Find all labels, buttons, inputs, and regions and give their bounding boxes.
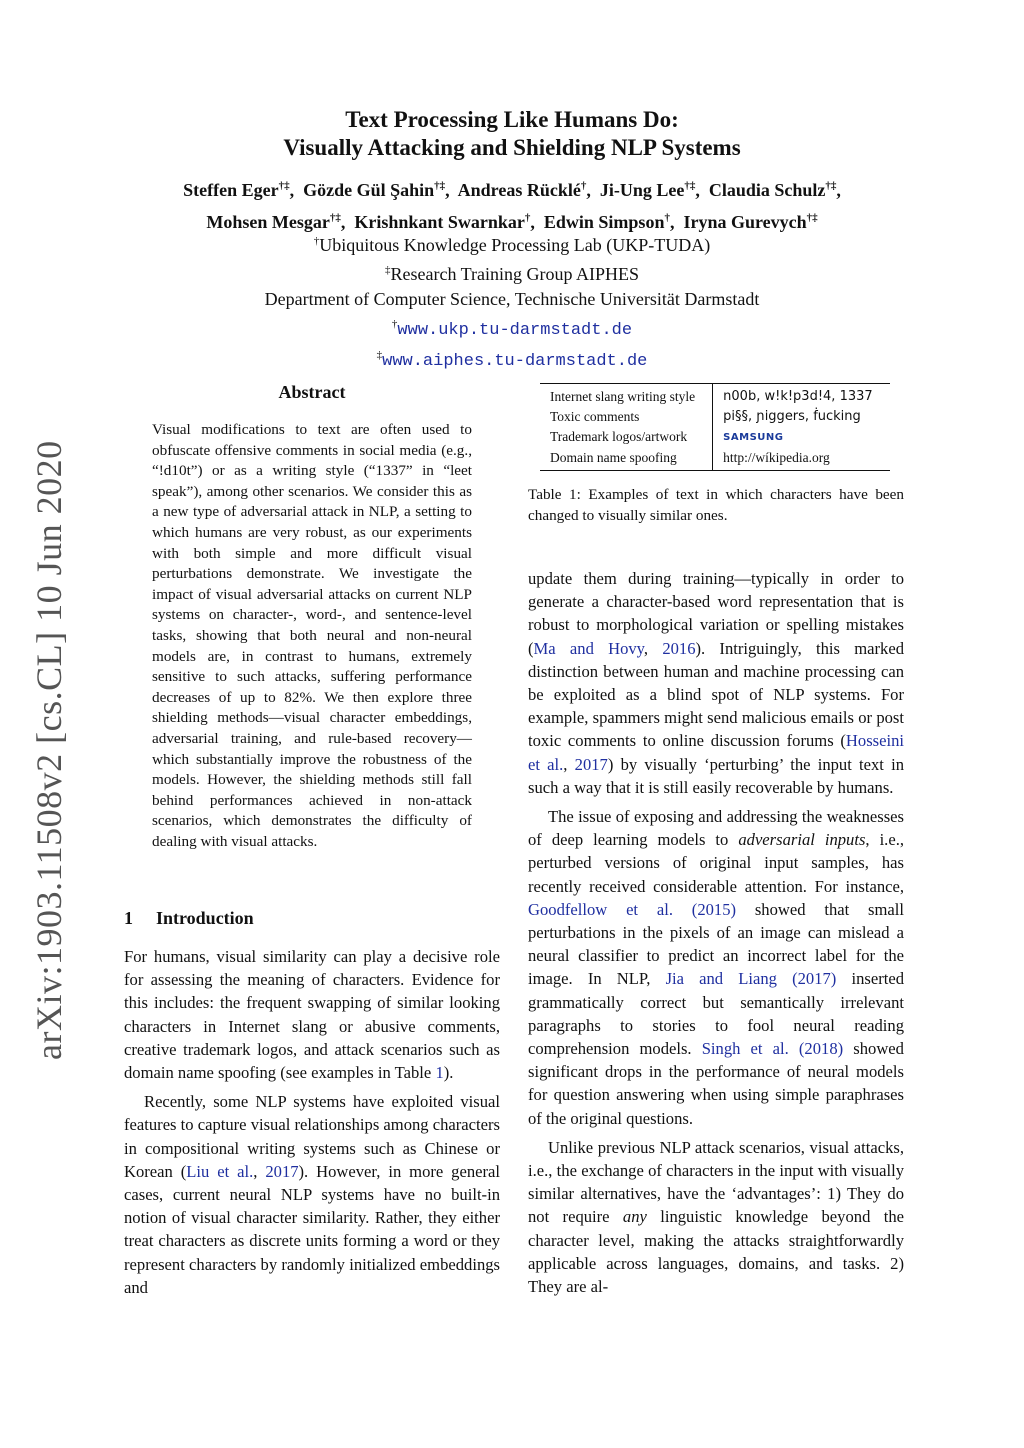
section-title: Introduction — [156, 908, 254, 928]
text-run: Unlike previous NLP attack scenarios, visual attacks, i.e., the exchange of characters in the input with visually similar alternatives, have the ‘advantages’: 1) They do not require — [528, 1137, 904, 1227]
author-name: Krishnkant Swarnkar — [354, 212, 525, 232]
author-affil-mark: † — [580, 180, 587, 192]
section-number: 1 — [124, 908, 133, 928]
text-run: update them during training—typically in order to generate a character-based word representation that is robust to morphological variation or spelling mistakes ( — [528, 569, 904, 658]
paragraph — [528, 567, 904, 799]
text-run: , — [563, 754, 575, 774]
text-run: , — [643, 638, 663, 658]
paragraph — [124, 1090, 500, 1299]
text-run: ). — [443, 1063, 454, 1083]
url-link[interactable]: www.ukp.tu-darmstadt.de — [397, 321, 633, 340]
table-row — [540, 448, 890, 471]
author-affil-mark: †‡ — [806, 212, 818, 224]
arxiv-identifier: arXiv:1903.11508v2 [cs.CL] 10 Jun 2020 — [29, 440, 69, 1060]
text-run: linguistic knowledge beyond the character level, making the attacks straightforwardly applicable across languages, domains, and tasks. 2) They are al- — [528, 1207, 904, 1297]
affil-mark: ‡ — [376, 349, 383, 361]
table-cell-example — [713, 426, 890, 448]
author-affil-mark: †‡ — [825, 180, 837, 192]
left-column-body — [124, 945, 500, 1299]
right-column-body — [528, 567, 904, 1298]
abstract-heading: Abstract — [278, 382, 346, 402]
emphasis: any — [622, 1207, 647, 1227]
table-cell-example: http://wíkipedia.org — [713, 448, 890, 471]
citation-year-link[interactable]: (2017) — [792, 969, 837, 989]
citation-link[interactable]: Goodfellow et al. — [528, 899, 673, 919]
paragraph — [528, 805, 904, 1130]
text-run: showed that small perturbations in the pixels of an image can mislead a neural classifier to predict an incorrect label for the image. In NLP, — [528, 899, 904, 989]
citation-link[interactable]: Singh et al. — [701, 1039, 789, 1059]
text-run: ). However, in more general cases, current neural NLP systems have no built-in notion of visual character similarity. Rather, they either treat characters as discrete units forming a word or they represent characters by randomly initialized embeddings and — [124, 1161, 500, 1297]
citation-year-link[interactable]: (2015) — [691, 899, 737, 919]
table-cell-label: Toxic comments — [540, 407, 713, 427]
table-caption: Table 1: Examples of text in which characters have been changed to visually similar ones. — [528, 486, 904, 524]
author-name: Andreas Rücklé — [457, 180, 581, 200]
text-run: Recently, some NLP systems have exploited visual features to capture visual relationships among characters in compositional writing systems such as Chinese or Korean ( — [124, 1092, 500, 1181]
abstract-text: Visual modifications to text are often used to obfuscate offensive comments in social media (e.g., “!d10t”) or as a writing style (“1337” in “leet speak”), among other scenarios. We consider this as a new type of adversarial attack in NLP, a setting to which humans are very robust, as our experiments with both simple and more difficult visual perturbations demonstrate. We investigate the impact of visual adversarial attacks on current NLP systems on character-, word-, and sentence-level tasks, showing that both neural and non-neural models are, in contrast to humans, extremely sensitive to such attacks, suffering performance decreases of up to 82%. We then explore three shielding methods—visual character embeddings, adversarial training, and rule-based recovery—which substantially improve the robustness of the models. However, the shielding methods still fall behind performances achieved in non-attack scenarios, which demonstrates the difficulty of dealing with visual attacks. — [152, 421, 472, 850]
table-row — [540, 384, 890, 407]
text-run: , i.e., perturbed versions of original input samples, has recently received considerable attention. For instance, — [528, 830, 904, 896]
citation-link[interactable]: Liu et al. — [186, 1161, 254, 1181]
affiliation-department: Department of Computer Science, Technische Universität Darmstadt — [264, 289, 760, 309]
author-line-1: Steffen Eger†‡, Gözde Gül Şahin†‡, Andreas Rücklé†, Ji-Ung Lee†‡, Claudia Schulz†‡, — [183, 180, 841, 200]
url-link[interactable]: www.aiphes.tu-darmstadt.de — [382, 352, 648, 371]
affil-mark: † — [391, 318, 398, 330]
section-heading — [124, 908, 254, 929]
table-1 — [540, 383, 890, 471]
samsung-logo: SAMSUNG — [723, 432, 784, 443]
citation-year-link[interactable]: 2017 — [574, 754, 608, 774]
affiliation-lab — [0, 229, 1024, 258]
author-affil-mark: †‡ — [329, 212, 341, 224]
citation-link[interactable]: Ma and Hovy — [533, 638, 644, 658]
author-name: Gözde Gül Şahin — [303, 180, 435, 200]
text-run: For humans, visual similarity can play a decisive role for assessing the meaning of characters. Evidence for this includes: the frequent swapping of similar looking characters in Internet slang or abusive comments, creative trademark logos, and attack scenarios such as domain name spoofing (see examples in Table — [124, 947, 500, 1083]
affiliations — [0, 229, 1024, 374]
table-cell-example: n00b, w!k!p3d!4, 1337 — [713, 384, 890, 407]
text-run: , — [253, 1161, 266, 1181]
paragraph — [528, 1136, 904, 1298]
title-line-2: Visually Attacking and Shielding NLP Systems — [283, 135, 741, 160]
affiliation-group — [0, 258, 1024, 287]
author-affil-mark: † — [524, 212, 531, 224]
text-run: ). Intriguingly, this marked distinction between human and machine processing can be exploited as a blind spot of NLP systems. For example, spammers might send malicious emails or post toxic comments to online discussion forums ( — [528, 638, 905, 751]
affiliation-url-1 — [0, 312, 1024, 343]
affil-text: Research Training Group AIPHES — [390, 264, 639, 284]
citation-year-link[interactable]: 2016 — [662, 638, 696, 658]
author-name: Claudia Schulz — [708, 180, 826, 200]
author-line-2: Mohsen Mesgar†‡, Krishnkant Swarnkar†, Edwin Simpson†, Iryna Gurevych†‡ — [206, 212, 818, 232]
citation-year-link[interactable]: (2018) — [798, 1039, 844, 1059]
emphasis: adversarial inputs — [738, 830, 866, 850]
author-name: Iryna Gurevych — [683, 212, 807, 232]
author-affil-mark: †‡ — [278, 180, 290, 192]
text-run: The issue of exposing and addressing the weaknesses of deep learning models to — [528, 807, 904, 850]
title-line-1: Text Processing Like Humans Do: — [345, 107, 679, 132]
paper-title — [0, 106, 1024, 162]
paragraph — [124, 945, 500, 1084]
text-run: showed significant drops in the performance of neural models for question answering when using simple paraphrases of the original questions. — [528, 1039, 904, 1128]
table-cell-label: Domain name spoofing — [540, 448, 713, 471]
affiliation-url-2 — [0, 343, 1024, 374]
table-cell-label: Internet slang writing style — [540, 384, 713, 407]
affil-mark: ‡ — [385, 264, 391, 276]
text-run: inserted grammatically correct but semantically irrelevant paragraphs to stories to fool neural reading comprehension models. — [528, 969, 904, 1059]
citation-link[interactable]: Hosseini et al. — [528, 731, 904, 774]
author-name: Steffen Eger — [183, 180, 279, 200]
affil-text: Ubiquitous Knowledge Processing Lab (UKP-TUDA) — [319, 235, 711, 255]
author-affil-mark: †‡ — [684, 180, 696, 192]
author-name: Edwin Simpson — [543, 212, 665, 232]
citation-year-link[interactable]: 2017 — [265, 1161, 299, 1181]
table-reference-link[interactable]: 1 — [435, 1063, 444, 1083]
author-name: Ji-Ung Lee — [599, 180, 685, 200]
text-run: ) by visually ‘perturbing’ the input text in such a way that it is still easily recoverable by humans. — [528, 754, 905, 797]
affil-mark: † — [313, 235, 320, 247]
table-row — [540, 407, 890, 427]
author-affil-mark: † — [664, 212, 670, 224]
table-cell-example: pi§§, ɲiggers, ḟucking — [723, 408, 861, 424]
table-row — [540, 426, 890, 448]
citation-link[interactable]: Jia and Liang — [665, 969, 777, 989]
author-name: Mohsen Mesgar — [206, 212, 330, 232]
author-list — [0, 172, 1024, 236]
table-cell-label: Trademark logos/artwork — [540, 426, 713, 448]
author-affil-mark: †‡ — [434, 180, 446, 192]
